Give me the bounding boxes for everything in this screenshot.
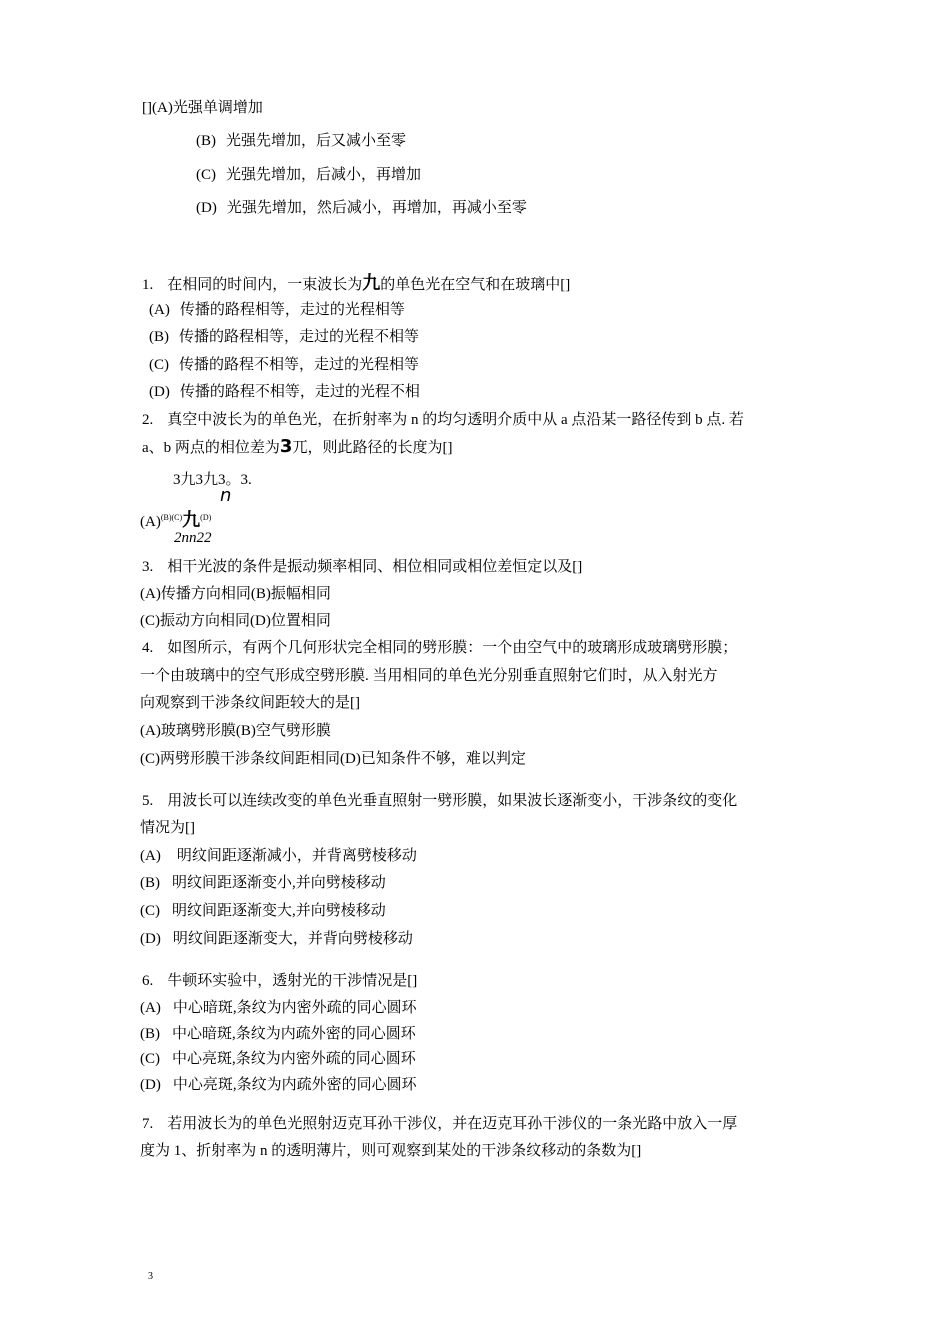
question-number: 2. (142, 412, 154, 428)
formula-sup: (B)(C) (160, 513, 183, 522)
option-text: 传播的路程相等，走过的光程相等 (179, 302, 405, 318)
q6-stem (142, 971, 417, 991)
prev-option-c (196, 165, 421, 185)
q6-option-a (140, 998, 417, 1018)
formula-sup: (D) (200, 513, 212, 522)
stem-text: 用波长可以连续改变的单色光垂直照射一劈形膜，如果波长逐渐变小，干涉条纹的变化 (167, 793, 738, 809)
prev-option-b (196, 131, 406, 151)
option-label: (A) (140, 848, 161, 864)
q6-option-d (140, 1075, 417, 1095)
q6-option-b (140, 1024, 416, 1044)
stem-text: 的单色光在空气和在玻璃中[] (380, 277, 571, 293)
three-symbol: 3 (279, 436, 293, 457)
option-text: 明纹间距逐渐变大,并向劈棱移动 (172, 903, 386, 919)
question-number: 4. (142, 640, 154, 656)
option-text: 传播的路程相等，走过的光程不相等 (179, 329, 420, 345)
option-text: 光强先增加，然后减小，再增加，再减小至零 (226, 200, 527, 216)
q1-option-b (149, 327, 419, 347)
q4-stem-line1 (142, 638, 737, 658)
option-text: 中心暗斑,条纹为内疏外密的同心圆环 (172, 1026, 416, 1042)
q5-option-c (140, 901, 386, 921)
stem-text: 若用波长为的单色光照射迈克耳孙干涉仪，并在迈克耳孙干涉仪的一条光路中放入一厚 (167, 1116, 738, 1132)
q1-option-d (149, 382, 420, 402)
lambda-symbol: 九 (182, 510, 201, 530)
stem-text: 相干光波的条件是振动频率相同、相位相同或相位差恒定以及[] (167, 559, 583, 575)
stem-text: 如图所示，有两个几何形状完全相同的劈形膜：一个由空气中的玻璃形成玻璃劈形膜； (167, 640, 738, 656)
option-text: 明纹间距逐渐变小,并向劈棱移动 (172, 875, 386, 891)
option-label: (C) (140, 1051, 160, 1067)
q6-option-c (140, 1049, 416, 1069)
option-label: (D) (140, 1077, 161, 1093)
question-number: 1. (142, 277, 154, 293)
option-label: (A) (149, 302, 170, 318)
option-label: (A) (140, 1000, 161, 1016)
option-text: 光强先增加，后又减小至零 (226, 133, 407, 149)
option-text: 中心亮斑,条纹为内疏外密的同心圆环 (172, 1077, 417, 1093)
q3-stem (142, 557, 582, 577)
stem-text: a、b 两点的相位差为 (142, 440, 280, 456)
option-label: (B) (140, 1026, 160, 1042)
question-number: 6. (142, 973, 154, 989)
q7-stem-line2: 度为 1、折射率为 n 的透明薄片，则可观察到某处的干涉条纹移动的条数为[] (140, 1143, 642, 1159)
question-number: 3. (142, 559, 154, 575)
q5-stem-line1 (142, 791, 737, 811)
question-number: 7. (142, 1116, 154, 1132)
option-label: (B) (196, 133, 216, 149)
q5-option-a (140, 846, 417, 866)
q1-stem (142, 273, 570, 295)
option-text: 明纹间距逐渐变大，并背向劈棱移动 (172, 931, 413, 947)
q1-option-a (149, 300, 405, 320)
option-label: (D) (140, 931, 161, 947)
q3-options-line1: (A)传播方向相同(B)振幅相同 (140, 586, 331, 602)
lambda-symbol: 九 (362, 273, 381, 293)
q4-stem-line2: 一个由玻璃中的空气形成空劈形膜. 当用相同的单色光分别垂直照射它们时，从入射光方 (140, 668, 718, 684)
option-text: 中心亮斑,条纹为内密外疏的同心圆环 (172, 1051, 416, 1067)
stem-text: 牛顿环实验中，透射光的干涉情况是[] (167, 973, 418, 989)
q7-stem-line1 (142, 1114, 737, 1134)
option-label: (D) (149, 384, 170, 400)
option-label: (C) (196, 167, 216, 183)
q5-option-b (140, 873, 386, 893)
option-text: 传播的路程不相等，走过的光程不相 (179, 384, 420, 400)
option-text: 中心暗斑,条纹为内密外疏的同心圆环 (172, 1000, 417, 1016)
q2-formula-bottom: 2nn22 (174, 530, 212, 546)
q1-option-c (149, 355, 419, 375)
q2-stem-line2 (142, 437, 452, 458)
option-text: 传播的路程不相等，走过的光程相等 (179, 357, 420, 373)
option-label: (C) (149, 357, 169, 373)
stem-text: 在相同的时间内，一束波长为 (167, 277, 363, 293)
stem-text: 真空中波长为的单色光，在折射率为 n 的均匀透明介质中从 a 点沿某一路径传到 b 点. 若 (167, 412, 744, 428)
prev-option-a: [](A)光强单调增加 (142, 100, 263, 116)
stem-text: 兀，则此路径的长度为[] (292, 440, 453, 456)
q2-formula-n: n (220, 485, 232, 506)
option-label: (B) (149, 329, 169, 345)
q4-options-line2: (C)两劈形膜干涉条纹间距相同(D)已知条件不够，难以判定 (140, 751, 526, 767)
q4-options-line1: (A)玻璃劈形膜(B)空气劈形膜 (140, 723, 331, 739)
q4-stem-line3: 向观察到干涉条纹间距较大的是[] (140, 695, 360, 711)
page-number: 3 (148, 1271, 153, 1282)
option-text: 明纹间距逐渐减小，并背离劈棱移动 (176, 848, 417, 864)
question-number: 5. (142, 793, 154, 809)
option-text: 光强先增加，后减小，再增加 (226, 167, 422, 183)
option-label: (D) (196, 200, 217, 216)
q3-options-line2: (C)振动方向相同(D)位置相同 (140, 613, 331, 629)
q2-stem-line1 (142, 410, 744, 430)
option-label: (B) (140, 875, 160, 891)
option-label: (C) (140, 903, 160, 919)
q2-formula-top: 3九3九3。3. (173, 472, 252, 488)
formula-label: (A) (140, 514, 161, 530)
q5-stem-line2: 情况为[] (140, 820, 195, 836)
q5-option-d (140, 929, 413, 949)
prev-option-d (196, 198, 527, 218)
